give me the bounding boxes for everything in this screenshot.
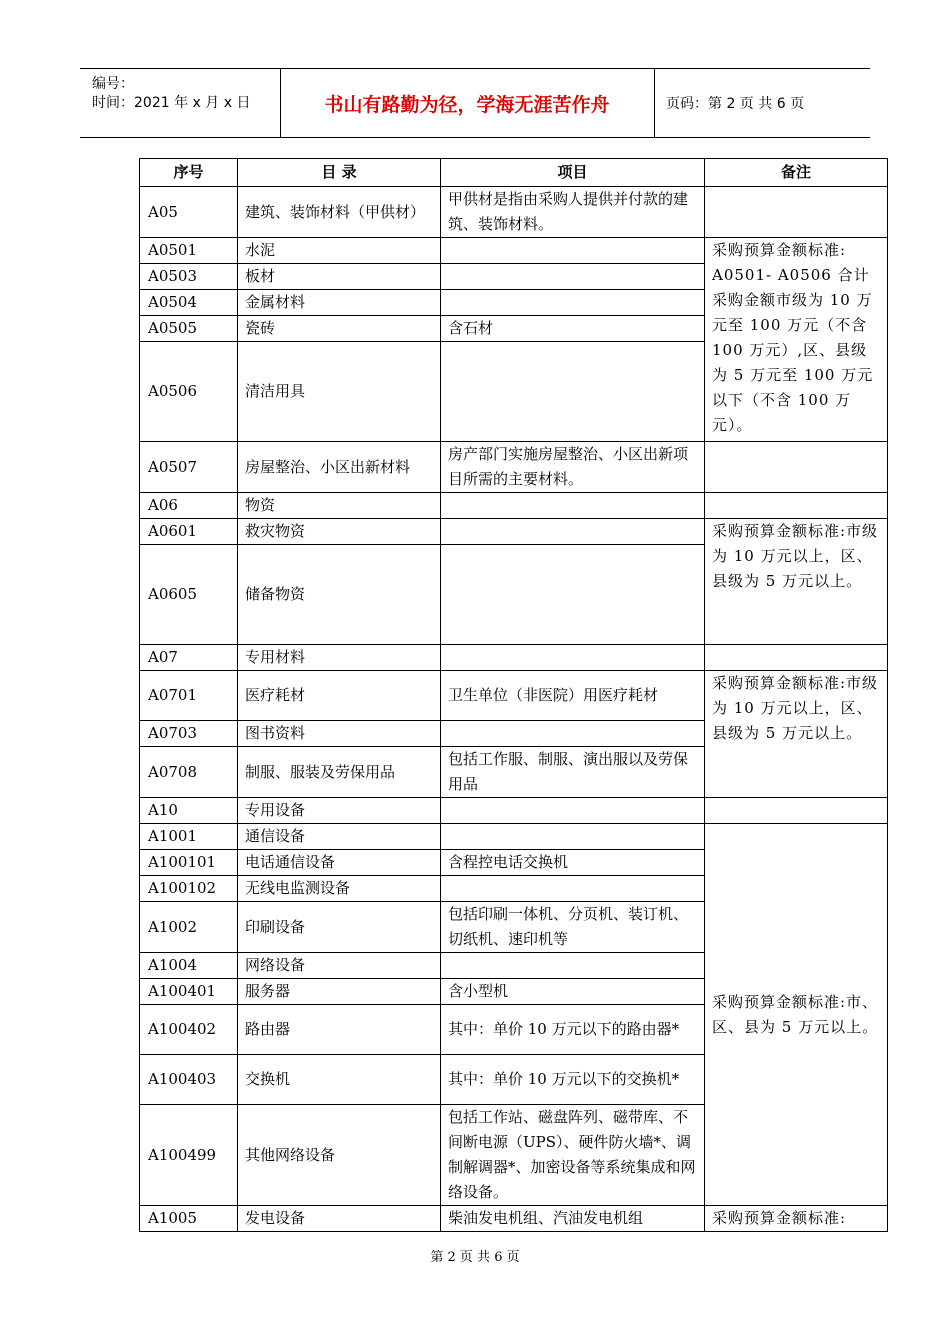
row-item	[441, 721, 705, 747]
row-code: A100402	[140, 1005, 238, 1055]
table-row	[140, 493, 888, 519]
row-remarks: 采购预算金额标准:市级为 10 万元以上，区、县级为 5 万元以上。	[705, 519, 888, 645]
row-catalog-name: 服务器	[238, 979, 441, 1005]
row-item	[441, 519, 705, 545]
page-footer: 第 2 页 共 6 页	[430, 1250, 520, 1265]
row-item	[441, 238, 705, 264]
doc-time-label: 时间：2021 年 x 月 x 日	[92, 95, 251, 111]
row-catalog-name: 房屋整治、小区出新材料	[238, 442, 441, 493]
row-code: A0703	[140, 721, 238, 747]
row-item: 房产部门实施房屋整治、小区出新项目所需的主要材料。	[441, 442, 705, 493]
row-catalog-name: 印刷设备	[238, 902, 441, 953]
row-remarks: 采购预算金额标准:	[705, 1206, 888, 1232]
row-code: A0503	[140, 264, 238, 290]
row-item	[441, 264, 705, 290]
row-catalog-name: 板材	[238, 264, 441, 290]
row-code: A0708	[140, 747, 238, 798]
row-code: A100403	[140, 1055, 238, 1105]
row-remarks	[705, 798, 888, 824]
table-row	[140, 824, 888, 850]
row-item: 包括工作服、制服、演出服以及劳保用品	[441, 747, 705, 798]
row-catalog-name: 专用材料	[238, 645, 441, 671]
row-catalog-name: 物资	[238, 493, 441, 519]
procurement-table	[139, 158, 888, 1232]
row-item: 含石材	[441, 316, 705, 342]
row-code: A0501	[140, 238, 238, 264]
row-remarks	[705, 442, 888, 493]
row-code: A0506	[140, 342, 238, 442]
row-item	[441, 953, 705, 979]
row-code: A0504	[140, 290, 238, 316]
row-item: 其中：单价 10 万元以下的路由器*	[441, 1005, 705, 1055]
row-code: A0605	[140, 545, 238, 645]
doc-number-label: 编号：	[92, 76, 134, 92]
row-item	[441, 545, 705, 645]
row-item	[441, 645, 705, 671]
table-row	[140, 187, 888, 238]
row-item: 含小型机	[441, 979, 705, 1005]
table-row	[140, 671, 888, 721]
page-header	[80, 68, 870, 138]
row-code: A1002	[140, 902, 238, 953]
row-code: A100499	[140, 1105, 238, 1206]
table-header-row	[140, 159, 888, 187]
row-item	[441, 824, 705, 850]
row-catalog-name: 其他网络设备	[238, 1105, 441, 1206]
row-item: 卫生单位（非医院）用医疗耗材	[441, 671, 705, 721]
row-catalog-name: 金属材料	[238, 290, 441, 316]
row-item: 包括印刷一体机、分页机、装订机、切纸机、速印机等	[441, 902, 705, 953]
table-row	[140, 798, 888, 824]
row-code: A100101	[140, 850, 238, 876]
table-row	[140, 442, 888, 493]
row-item	[441, 493, 705, 519]
row-remarks: 采购预算金额标准:市级为 10 万元以上，区、县级为 5 万元以上。	[705, 671, 888, 798]
row-code: A1005	[140, 1206, 238, 1232]
table-row	[140, 1206, 888, 1232]
row-item: 其中：单价 10 万元以下的交换机*	[441, 1055, 705, 1105]
row-catalog-name: 清洁用具	[238, 342, 441, 442]
row-item	[441, 290, 705, 316]
row-code: A0507	[140, 442, 238, 493]
row-remarks: 采购预算金额标准: A0501- A0506 合计采购金额市级为 10 万元至 100 万元（不含 100 万元）,区、县级为 5 万元至 100 万元以下（不含 100 万元）。	[705, 238, 888, 442]
row-catalog-name: 无线电监测设备	[238, 876, 441, 902]
table-row	[140, 519, 888, 545]
row-code: A0505	[140, 316, 238, 342]
row-code: A06	[140, 493, 238, 519]
row-catalog-name: 储备物资	[238, 545, 441, 645]
row-catalog-name: 通信设备	[238, 824, 441, 850]
row-item	[441, 342, 705, 442]
row-code: A0701	[140, 671, 238, 721]
row-item: 含程控电话交换机	[441, 850, 705, 876]
row-item: 甲供材是指由采购人提供并付款的建筑、装饰材料。	[441, 187, 705, 238]
row-catalog-name: 救灾物资	[238, 519, 441, 545]
header-meta	[80, 69, 281, 137]
table-row	[140, 238, 888, 264]
col-header-serial: 序号	[140, 159, 238, 187]
row-item	[441, 876, 705, 902]
row-remarks: 采购预算金额标准:市、区、县为 5 万元以上。	[705, 824, 888, 1206]
row-code: A07	[140, 645, 238, 671]
row-code: A10	[140, 798, 238, 824]
row-catalog-name: 专用设备	[238, 798, 441, 824]
row-catalog-name: 建筑、装饰材料（甲供材）	[238, 187, 441, 238]
row-catalog-name: 发电设备	[238, 1206, 441, 1232]
row-code: A100401	[140, 979, 238, 1005]
row-item	[441, 798, 705, 824]
header-page-label: 页码：第 2 页 共 6 页	[666, 96, 805, 112]
row-item: 包括工作站、磁盘阵列、磁带库、不间断电源（UPS）、硬件防火墙*、调制解调器*、加密设备等系统集成和网络设备。	[441, 1105, 705, 1206]
row-catalog-name: 交换机	[238, 1055, 441, 1105]
row-remarks	[705, 493, 888, 519]
row-code: A1001	[140, 824, 238, 850]
table-row	[140, 645, 888, 671]
row-catalog-name: 电话通信设备	[238, 850, 441, 876]
col-header-catalog: 目 录	[238, 159, 441, 187]
row-code: A0601	[140, 519, 238, 545]
row-remarks	[705, 187, 888, 238]
row-item: 柴油发电机组、汽油发电机组	[441, 1206, 705, 1232]
row-code: A05	[140, 187, 238, 238]
row-code: A1004	[140, 953, 238, 979]
table-body	[140, 187, 888, 1232]
row-catalog-name: 制服、服装及劳保用品	[238, 747, 441, 798]
row-remarks	[705, 645, 888, 671]
col-header-remarks: 备注	[705, 159, 888, 187]
row-catalog-name: 图书资料	[238, 721, 441, 747]
header-motto: 书山有路勤为径，学海无涯苦作舟	[280, 69, 655, 137]
row-catalog-name: 路由器	[238, 1005, 441, 1055]
col-header-item: 项目	[441, 159, 705, 187]
row-catalog-name: 水泥	[238, 238, 441, 264]
row-code: A100102	[140, 876, 238, 902]
row-catalog-name: 医疗耗材	[238, 671, 441, 721]
row-catalog-name: 网络设备	[238, 953, 441, 979]
row-catalog-name: 瓷砖	[238, 316, 441, 342]
